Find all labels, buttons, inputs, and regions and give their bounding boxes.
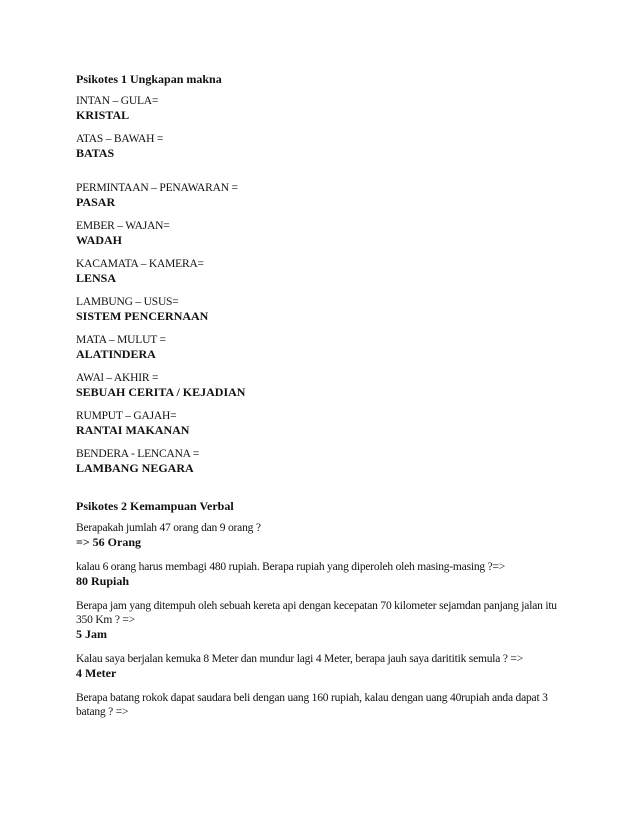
document-content [76, 72, 576, 729]
question-text: kalau 6 orang harus membagi 480 rupiah. Berapa rupiah yang diperoleh oleh masing-masing ?=> [76, 561, 506, 573]
qa-item [76, 599, 576, 642]
answer-text: SEBUAH CERITA / KEJADIAN [76, 385, 246, 399]
qa-item [76, 371, 576, 400]
question-text: EMBER – WAJAN= [76, 220, 170, 232]
qa-item [76, 691, 576, 719]
answer-text: KRISTAL [76, 108, 130, 122]
answer-text: LAMBANG NEGARA [76, 461, 194, 475]
question-text: PERMINTAAN – PENAWARAN = [76, 182, 238, 194]
question-text: ATAS – BAWAH = [76, 133, 164, 145]
question-text: RUMPUT – GAJAH= [76, 410, 177, 422]
spacer [76, 485, 576, 499]
qa-item [76, 257, 576, 286]
answer-text: 80 Rupiah [76, 574, 130, 588]
question-text: LAMBUNG – USUS= [76, 296, 179, 308]
qa-item [76, 219, 576, 248]
section-title: Psikotes 2 Kemampuan Verbal [76, 499, 234, 513]
qa-item [76, 94, 576, 123]
question-text: INTAN – GULA= [76, 95, 159, 107]
spacer [76, 170, 576, 181]
qa-item [76, 652, 576, 681]
answer-text: PASAR [76, 195, 116, 209]
answer-text: => 56 Orang [76, 535, 142, 549]
question-text: AWAl – AKHIR = [76, 372, 159, 384]
qa-item [76, 333, 576, 362]
question-text: Kalau saya berjalan kemuka 8 Meter dan mundur lagi 4 Meter, berapa jauh saya darititik semula ? => [76, 653, 523, 665]
qa-item [76, 295, 576, 324]
qa-item [76, 409, 576, 438]
question-text: Berapakah jumlah 47 orang dan 9 orang ? [76, 522, 261, 534]
qa-item [76, 132, 576, 161]
answer-text: SISTEM PENCERNAAN [76, 309, 209, 323]
answer-text: BATAS [76, 146, 115, 160]
answer-text: WADAH [76, 233, 123, 247]
question-text: BENDERA - LENCANA = [76, 448, 200, 460]
qa-item [76, 447, 576, 476]
answer-text: 5 Jam [76, 627, 107, 641]
answer-text: 4 Meter [76, 666, 117, 680]
question-text: Berapa batang rokok dapat saudara beli dengan uang 160 rupiah, kalau dengan uang 40rupiah anda dapat 3 batang ? => [76, 692, 548, 718]
qa-item [76, 560, 576, 589]
section-title: Psikotes 1 Ungkapan makna [76, 72, 222, 86]
question-text: Berapa jam yang ditempuh oleh sebuah kereta api dengan kecepatan 70 kilometer sejamdan panjang jalan itu 350 Km ? => [76, 600, 557, 626]
answer-text: LENSA [76, 271, 117, 285]
qa-item [76, 181, 576, 210]
answer-text: RANTAI MAKANAN [76, 423, 190, 437]
qa-item [76, 521, 576, 550]
answer-text: ALATINDERA [76, 347, 156, 361]
question-text: KACAMATA – KAMERA= [76, 258, 204, 270]
question-text: MATA – MULUT = [76, 334, 166, 346]
section-verbal [76, 499, 576, 719]
